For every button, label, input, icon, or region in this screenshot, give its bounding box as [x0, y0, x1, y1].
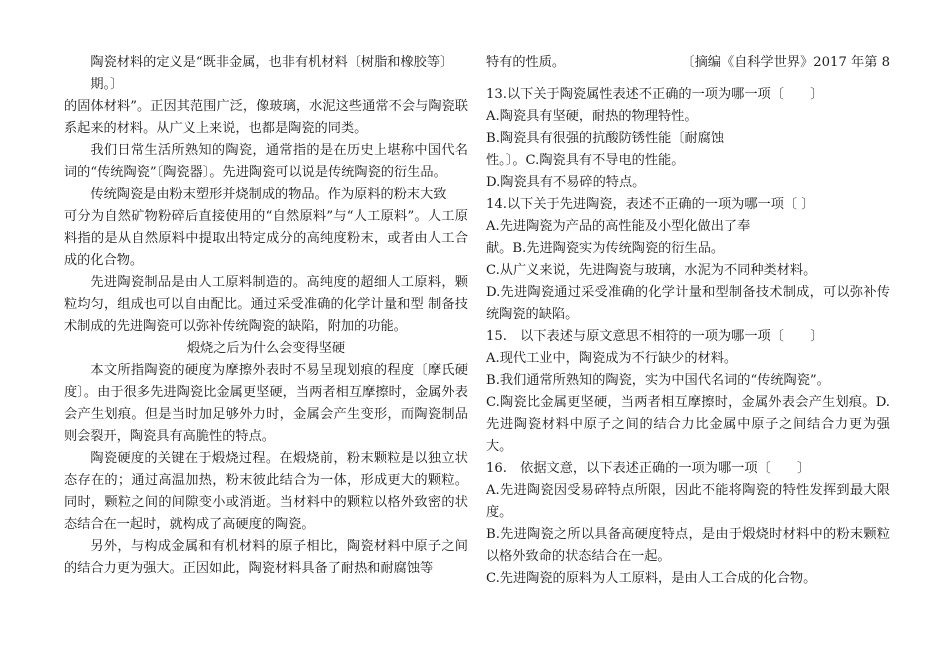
paragraph-atomic-bonding: 另外，与构成金属和有机材料的原子相比，陶瓷材料中原子之间的结合力更为强大。正因如此，陶瓷材料具备了耐热和耐腐蚀等	[64, 539, 468, 576]
paragraph-advanced-ceramics: 先进陶瓷制品是由人工原料制造的。高纯度的超细人工原料，颗粒均匀，组成也可以自由配比。通过采受准确的化学计量和型 制备技术制成的先进陶瓷可以弥补传统陶瓷的缺陷，附加的功能。	[64, 275, 468, 334]
question-15-stem: 15. 以下表述与原文意思不相符的一项为哪一项〔 〕	[486, 329, 824, 344]
question-14-option-c: C.从广义来说，先进陶瓷与玻璃，水泥为不同种类材料。	[486, 263, 817, 278]
question-13-option-b-line2: 性。〕。C.陶瓷具有不导电的性能。	[486, 153, 685, 168]
paragraph-traditional-ceramics: 我们日常生活所熟知的陶瓷，通常指的是在历史上堪称中国代名词的“传统陶瓷”〔陶瓷器〕。先进陶瓷可以说是传统陶瓷的衍生品。	[64, 143, 468, 180]
paragraph-definition-line3: 的固体材料”。正因其范围广泛，像玻璃，水泥这些通常不会与陶瓷联系起来的材料。从广义上来说，也都是陶瓷的同类。	[64, 99, 468, 136]
question-13-option-b-line1: B.陶瓷具有很强的抗酸防锈性能〔耐腐蚀	[486, 131, 725, 146]
question-14-stem: 14.以下关于先进陶瓷，表述不正确的一项为哪一项〔 〕	[486, 197, 815, 212]
question-14-option-d: D.先进陶瓷通过采受准确的化学计量和型制备技术制成，可以弥补传统陶瓷的缺陷。	[486, 285, 890, 322]
passage-column	[64, 52, 468, 580]
question-13-option-a: A.陶瓷具有坚硬，耐热的物理特性。	[486, 109, 698, 124]
question-16-stem: 16. 依据文意，以下表述正确的一项为哪一项〔 〕	[486, 461, 811, 476]
question-14-option-a-line1: A.先进陶瓷为产品的高性能及小型化做出了奉	[486, 219, 751, 234]
question-14-option-a-line2: 献。B.先进陶瓷实为传统陶瓷的衍生品。	[486, 241, 725, 256]
paragraph-definition-line2: 期。〕	[90, 77, 124, 92]
source-citation: 〔摘编《自科学世界》2017 年第 8	[681, 55, 890, 70]
paragraph-raw-materials-line1: 传统陶瓷是由粉末塑形并烧制成的物品。作为原料的粉末大致	[90, 187, 447, 202]
passage-continuation	[486, 52, 890, 74]
question-15-option-b: B.我们通常所熟知的陶瓷，实为中国代名词的“传统陶瓷”。	[486, 373, 830, 388]
question-16-option-c: C.先进陶瓷的原料为人工原料，是由人工合成的化合物。	[486, 571, 817, 586]
question-16-option-b: B.先进陶瓷之所以具备高硬度特点，是由于煅烧时材料中的粉末颗粒以格外致命的状态结合在一起。	[486, 527, 890, 564]
paragraph-sintering: 陶瓷硬度的关键在于煅烧过程。在煅烧前，粉末颗粒是以独立状态存在的；通过高温加热，粉末彼此结合为一体，形成更大的颗粒。同时，颗粒之间的间隙变小或消逝。当材料中的颗粒以格外致密的状态结合在一起时，就构成了高硬度的陶瓷。	[64, 451, 468, 532]
passage-end-text: 特有的性质。	[486, 55, 566, 70]
paragraph-definition-line1: 陶瓷材料的定义是“既非金属，也非有机材料〔树脂和橡胶等〕	[90, 55, 454, 70]
question-16-option-a: A.先进陶瓷因受易碎特点所限，因此不能将陶瓷的特性发挥到最大限度。	[486, 483, 890, 520]
question-13-stem: 13.以下关于陶瓷属性表述不正确的一项为哪一项〔 〕	[486, 87, 824, 102]
paragraph-raw-materials-rest: 可分为自然矿物粉碎后直接使用的“自然原料”与“人工原料”。人工原料指的是从自然原料中提取出特定成分的高纯度粉末，或者由人工合成的化合物。	[64, 209, 468, 268]
section-heading: 煅烧之后为什么会变得坚硬	[186, 341, 346, 356]
questions-column	[486, 52, 890, 590]
question-15-option-a: A.现代工业中，陶瓷成为不行缺少的材料。	[486, 351, 738, 366]
question-13-option-d: D.陶瓷具有不易碎的特点。	[486, 175, 646, 190]
question-15-option-cd: C.陶瓷比金属更坚硬，当两者相互摩擦时，金属外表会产生划痕。D.先进陶瓷材料中原子之间的结合力比金属中原子之间结合力更为强大。	[486, 395, 890, 454]
paragraph-hardness: 本文所指陶瓷的硬度为摩擦外表时不易呈现划痕的程度〔摩氏硬度〕。由于很多先进陶瓷比金属更坚硬，当两者相互摩擦时，金属外表会产生划痕。但是当时加足够外力时，金属会产生变形，而陶瓷制品则会裂开，陶瓷具有高脆性的特点。	[64, 363, 468, 444]
